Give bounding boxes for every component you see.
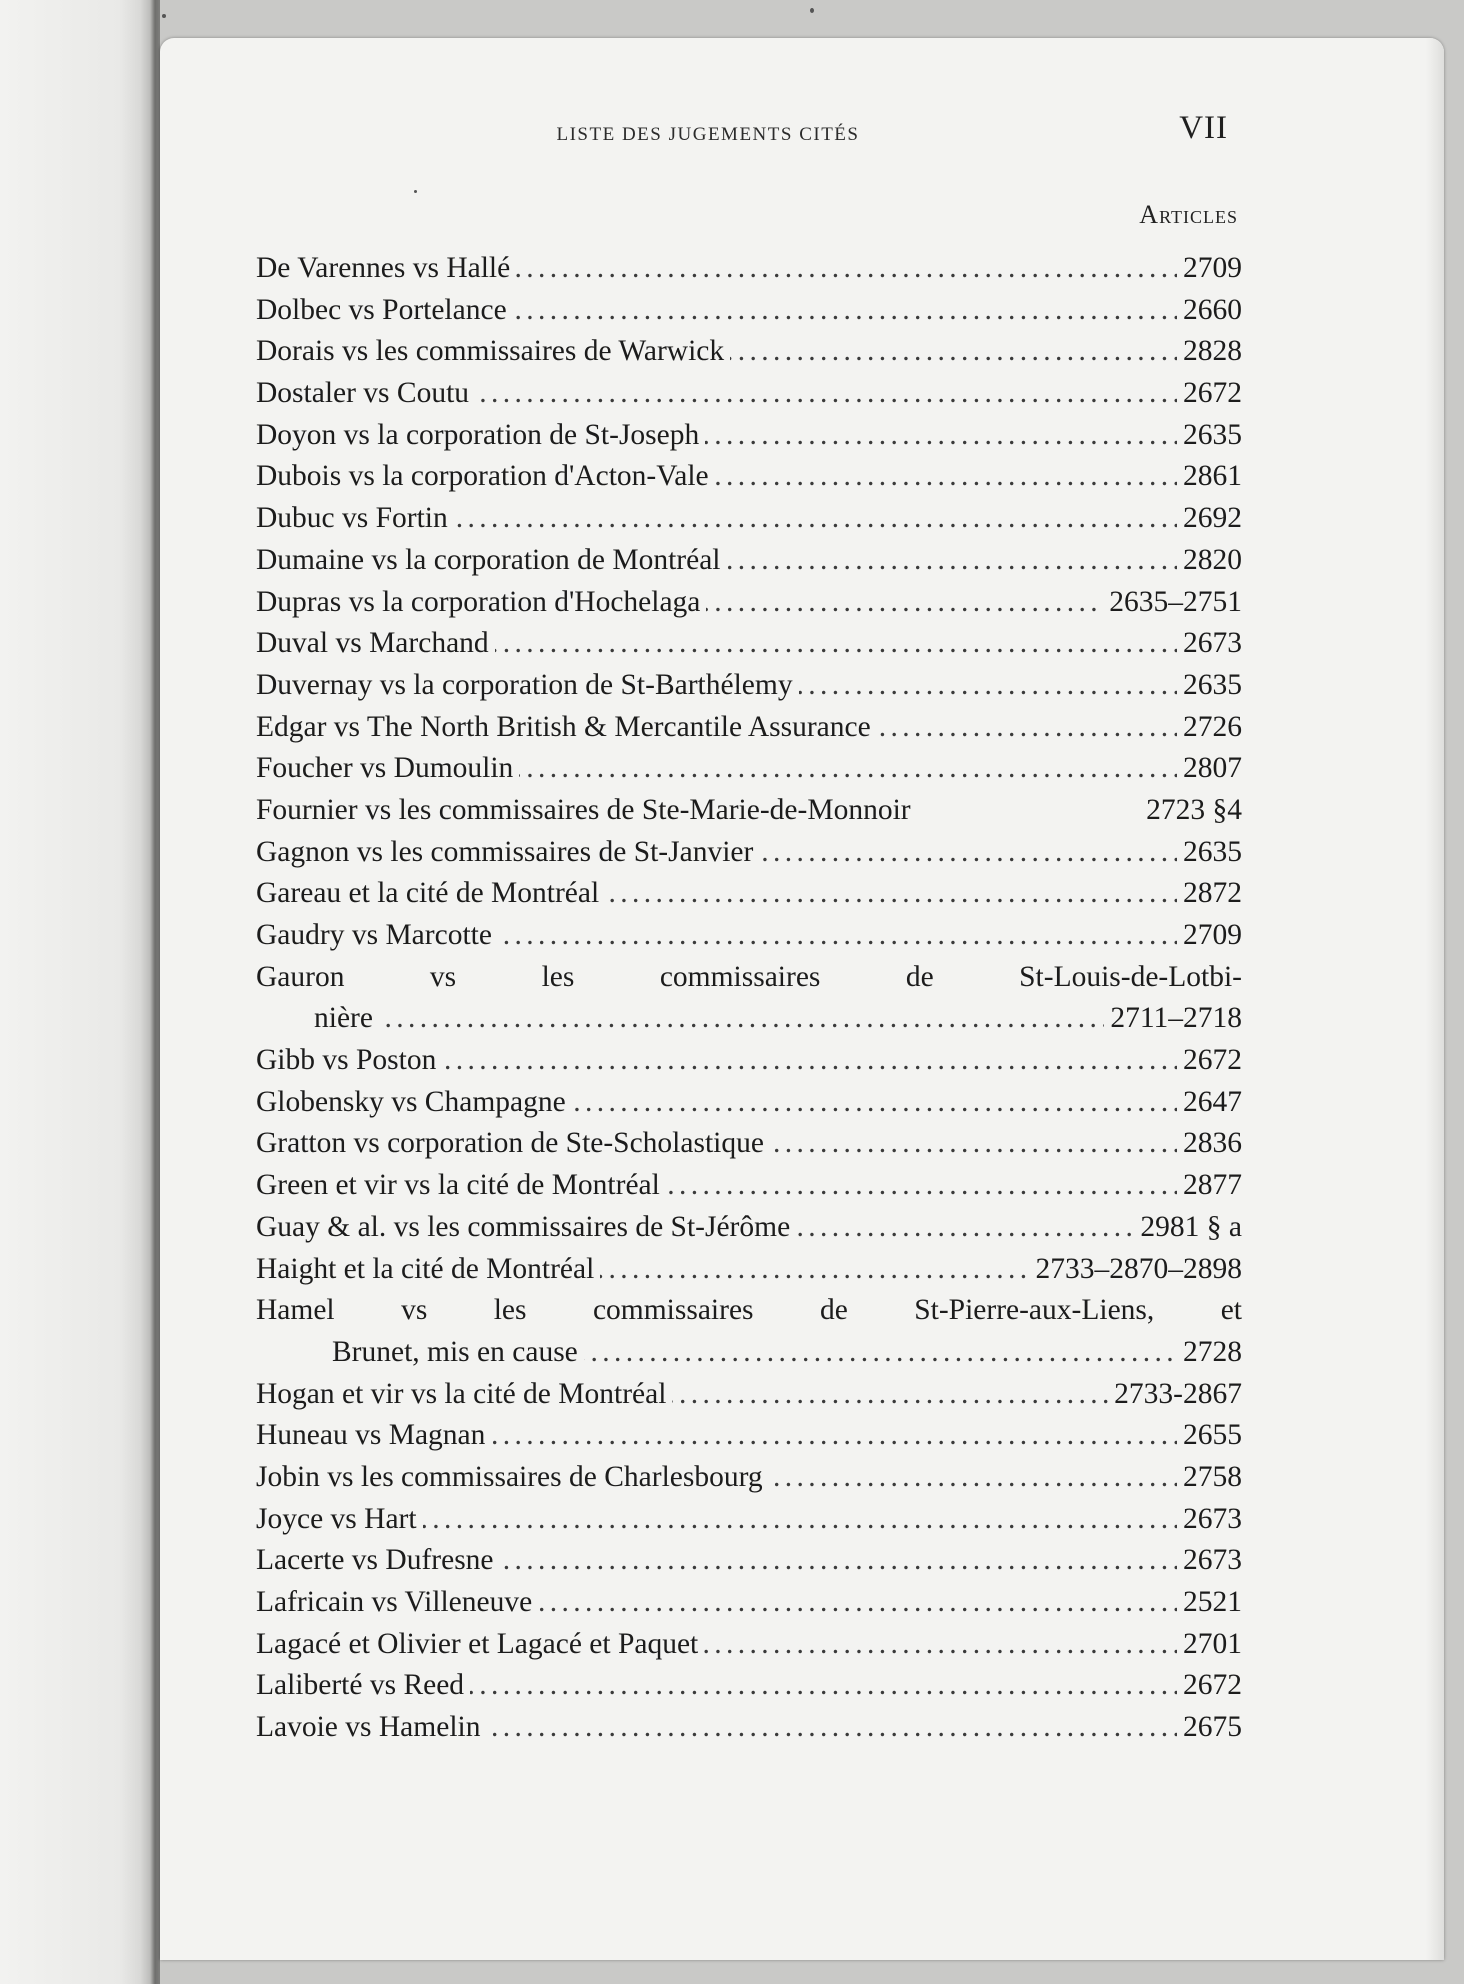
column-heading: Articles bbox=[1139, 200, 1238, 229]
entry-name: Dubuc vs Fortin bbox=[256, 502, 454, 534]
entry-name: Dubois vs la corporation d'Acton-Vale bbox=[256, 460, 715, 492]
list-item bbox=[256, 1123, 1242, 1165]
entry-name: Brunet, mis en cause bbox=[332, 1336, 584, 1368]
entry-name: Lacerte vs Dufresne bbox=[256, 1544, 500, 1576]
entry-ref: 2672 bbox=[1177, 1665, 1242, 1707]
entry-name: De Varennes vs Hallé bbox=[256, 252, 516, 284]
entry-name: Green et vir vs la cité de Montréal bbox=[256, 1169, 666, 1201]
list-item bbox=[256, 1415, 1242, 1457]
entry-ref: 2673 bbox=[1177, 1499, 1242, 1541]
entry-ref: 2872 bbox=[1177, 873, 1242, 915]
entry-ref: 2672 bbox=[1177, 1040, 1242, 1082]
list-item bbox=[256, 1707, 1242, 1749]
entry-ref: 2828 bbox=[1177, 331, 1242, 373]
entry-name: Dumaine vs la corporation de Montréal bbox=[256, 544, 726, 576]
judgments-list bbox=[256, 248, 1242, 1749]
running-title: LISTE DES JUGEMENTS CITÉS bbox=[556, 124, 860, 145]
list-item bbox=[256, 1290, 1242, 1332]
list-item bbox=[256, 1499, 1242, 1541]
list-item bbox=[256, 1457, 1242, 1499]
entry-ref: 2709 bbox=[1177, 248, 1242, 290]
entry-ref: 2726 bbox=[1177, 707, 1242, 749]
running-header bbox=[358, 90, 1228, 150]
entry-ref: 2647 bbox=[1177, 1082, 1242, 1124]
list-item bbox=[256, 1582, 1242, 1624]
list-item bbox=[256, 748, 1242, 790]
entry-name: Dostaler vs Coutu bbox=[256, 377, 475, 409]
entry-ref: 2672 bbox=[1177, 373, 1242, 415]
entry-name: Gagnon vs les commissaires de St-Janvier bbox=[256, 836, 759, 868]
entry-name: Duvernay vs la corporation de St-Barthélemy bbox=[256, 669, 799, 701]
list-item bbox=[256, 248, 1242, 290]
list-item bbox=[256, 1082, 1242, 1124]
list-item bbox=[256, 415, 1242, 457]
entry-name: Gratton vs corporation de Ste-Scholastique bbox=[256, 1127, 770, 1159]
entry-name: Lagacé et Olivier et Lagacé et Paquet bbox=[256, 1628, 704, 1660]
entry-ref: 2655 bbox=[1177, 1415, 1242, 1457]
entry-ref: 2836 bbox=[1177, 1123, 1242, 1165]
list-item bbox=[256, 456, 1242, 498]
page-edge bbox=[1426, 38, 1444, 1960]
entry-name: Globensky vs Champagne bbox=[256, 1086, 572, 1118]
list-item bbox=[256, 915, 1242, 957]
entry-ref: 2673 bbox=[1177, 1540, 1242, 1582]
entry-name: Lafricain vs Villeneuve bbox=[256, 1586, 538, 1618]
entry-name: Edgar vs The North British & Mercantile Assurance bbox=[256, 711, 877, 743]
entry-ref: 2877 bbox=[1177, 1165, 1242, 1207]
list-item bbox=[256, 331, 1242, 373]
list-item bbox=[256, 623, 1242, 665]
entry-ref: 2758 bbox=[1177, 1457, 1242, 1499]
entry-name: Lavoie vs Hamelin bbox=[256, 1711, 486, 1743]
list-item bbox=[256, 582, 1242, 624]
entry-ref: 2635 bbox=[1177, 415, 1242, 457]
entry-ref: 2733-2867 bbox=[1108, 1374, 1242, 1416]
entry-ref: 2711–2718 bbox=[1104, 998, 1242, 1040]
scan-speck bbox=[810, 8, 814, 13]
list-item bbox=[256, 665, 1242, 707]
list-item bbox=[256, 1665, 1242, 1707]
entry-name: Gauron vs les commissaires de St-Louis-de-Lotbi- bbox=[256, 957, 1242, 999]
list-item bbox=[256, 498, 1242, 540]
entry-name: Laliberté vs Reed bbox=[256, 1669, 470, 1701]
list-item bbox=[256, 373, 1242, 415]
scan-speck bbox=[162, 14, 166, 18]
entry-name: Dupras vs la corporation d'Hochelaga bbox=[256, 586, 706, 618]
list-item bbox=[256, 707, 1242, 749]
page-number: VII bbox=[1179, 110, 1228, 146]
entry-ref: 2733–2870–2898 bbox=[1030, 1249, 1243, 1291]
list-item bbox=[256, 790, 1242, 832]
entry-ref: 2981 § a bbox=[1134, 1207, 1242, 1249]
book-spine-shadow bbox=[0, 0, 160, 1984]
entry-name: Gareau et la cité de Montréal bbox=[256, 877, 605, 909]
entry-ref: 2709 bbox=[1177, 915, 1242, 957]
entry-ref: 2807 bbox=[1177, 748, 1242, 790]
entry-name: nière bbox=[314, 1002, 379, 1034]
entry-name: Jobin vs les commissaires de Charlesbourg bbox=[256, 1461, 769, 1493]
list-item bbox=[256, 540, 1242, 582]
entry-name: Fournier vs les commissaires de Ste-Marie-de-Monnoir bbox=[256, 794, 917, 826]
entry-name: Dolbec vs Portelance bbox=[256, 294, 513, 326]
entry-name: Foucher vs Dumoulin bbox=[256, 752, 519, 784]
list-item bbox=[256, 1207, 1242, 1249]
list-item bbox=[256, 1540, 1242, 1582]
list-item bbox=[256, 1165, 1242, 1207]
list-item bbox=[256, 873, 1242, 915]
scan-speck bbox=[414, 190, 417, 193]
list-item bbox=[256, 1040, 1242, 1082]
entry-ref: 2521 bbox=[1177, 1582, 1242, 1624]
list-item bbox=[256, 957, 1242, 999]
entry-name: Hogan et vir vs la cité de Montréal bbox=[256, 1378, 672, 1410]
entry-name: Gaudry vs Marcotte bbox=[256, 919, 498, 951]
entry-name: Dorais vs les commissaires de Warwick bbox=[256, 335, 730, 367]
list-item-continuation bbox=[256, 1332, 1242, 1374]
entry-ref: 2660 bbox=[1177, 290, 1242, 332]
entry-name: Doyon vs la corporation de St-Joseph bbox=[256, 419, 705, 451]
entry-name: Joyce vs Hart bbox=[256, 1503, 423, 1535]
entry-name: Hamel vs les commissaires de St-Pierre-aux-Liens, et bbox=[256, 1290, 1242, 1332]
entry-ref: 2861 bbox=[1177, 456, 1242, 498]
entry-ref: 2820 bbox=[1177, 540, 1242, 582]
entry-name: Huneau vs Magnan bbox=[256, 1419, 491, 1451]
list-item bbox=[256, 1374, 1242, 1416]
entry-ref: 2692 bbox=[1177, 498, 1242, 540]
entry-name: Haight et la cité de Montréal bbox=[256, 1253, 600, 1285]
list-item bbox=[256, 1624, 1242, 1666]
entry-name: Gibb vs Poston bbox=[256, 1044, 442, 1076]
entry-ref: 2675 bbox=[1177, 1707, 1242, 1749]
entry-name: Duval vs Marchand bbox=[256, 627, 495, 659]
entry-ref: 2635–2751 bbox=[1103, 582, 1242, 624]
list-item-continuation bbox=[256, 998, 1242, 1040]
entry-ref: 2723 §4 bbox=[1140, 790, 1242, 832]
list-item bbox=[256, 832, 1242, 874]
entry-ref: 2673 bbox=[1177, 623, 1242, 665]
entry-ref: 2635 bbox=[1177, 832, 1242, 874]
entry-ref: 2701 bbox=[1177, 1624, 1242, 1666]
entry-ref: 2635 bbox=[1177, 665, 1242, 707]
list-item bbox=[256, 1249, 1242, 1291]
entry-name: Guay & al. vs les commissaires de St-Jérôme bbox=[256, 1211, 796, 1243]
entry-ref: 2728 bbox=[1177, 1332, 1242, 1374]
list-item bbox=[256, 290, 1242, 332]
